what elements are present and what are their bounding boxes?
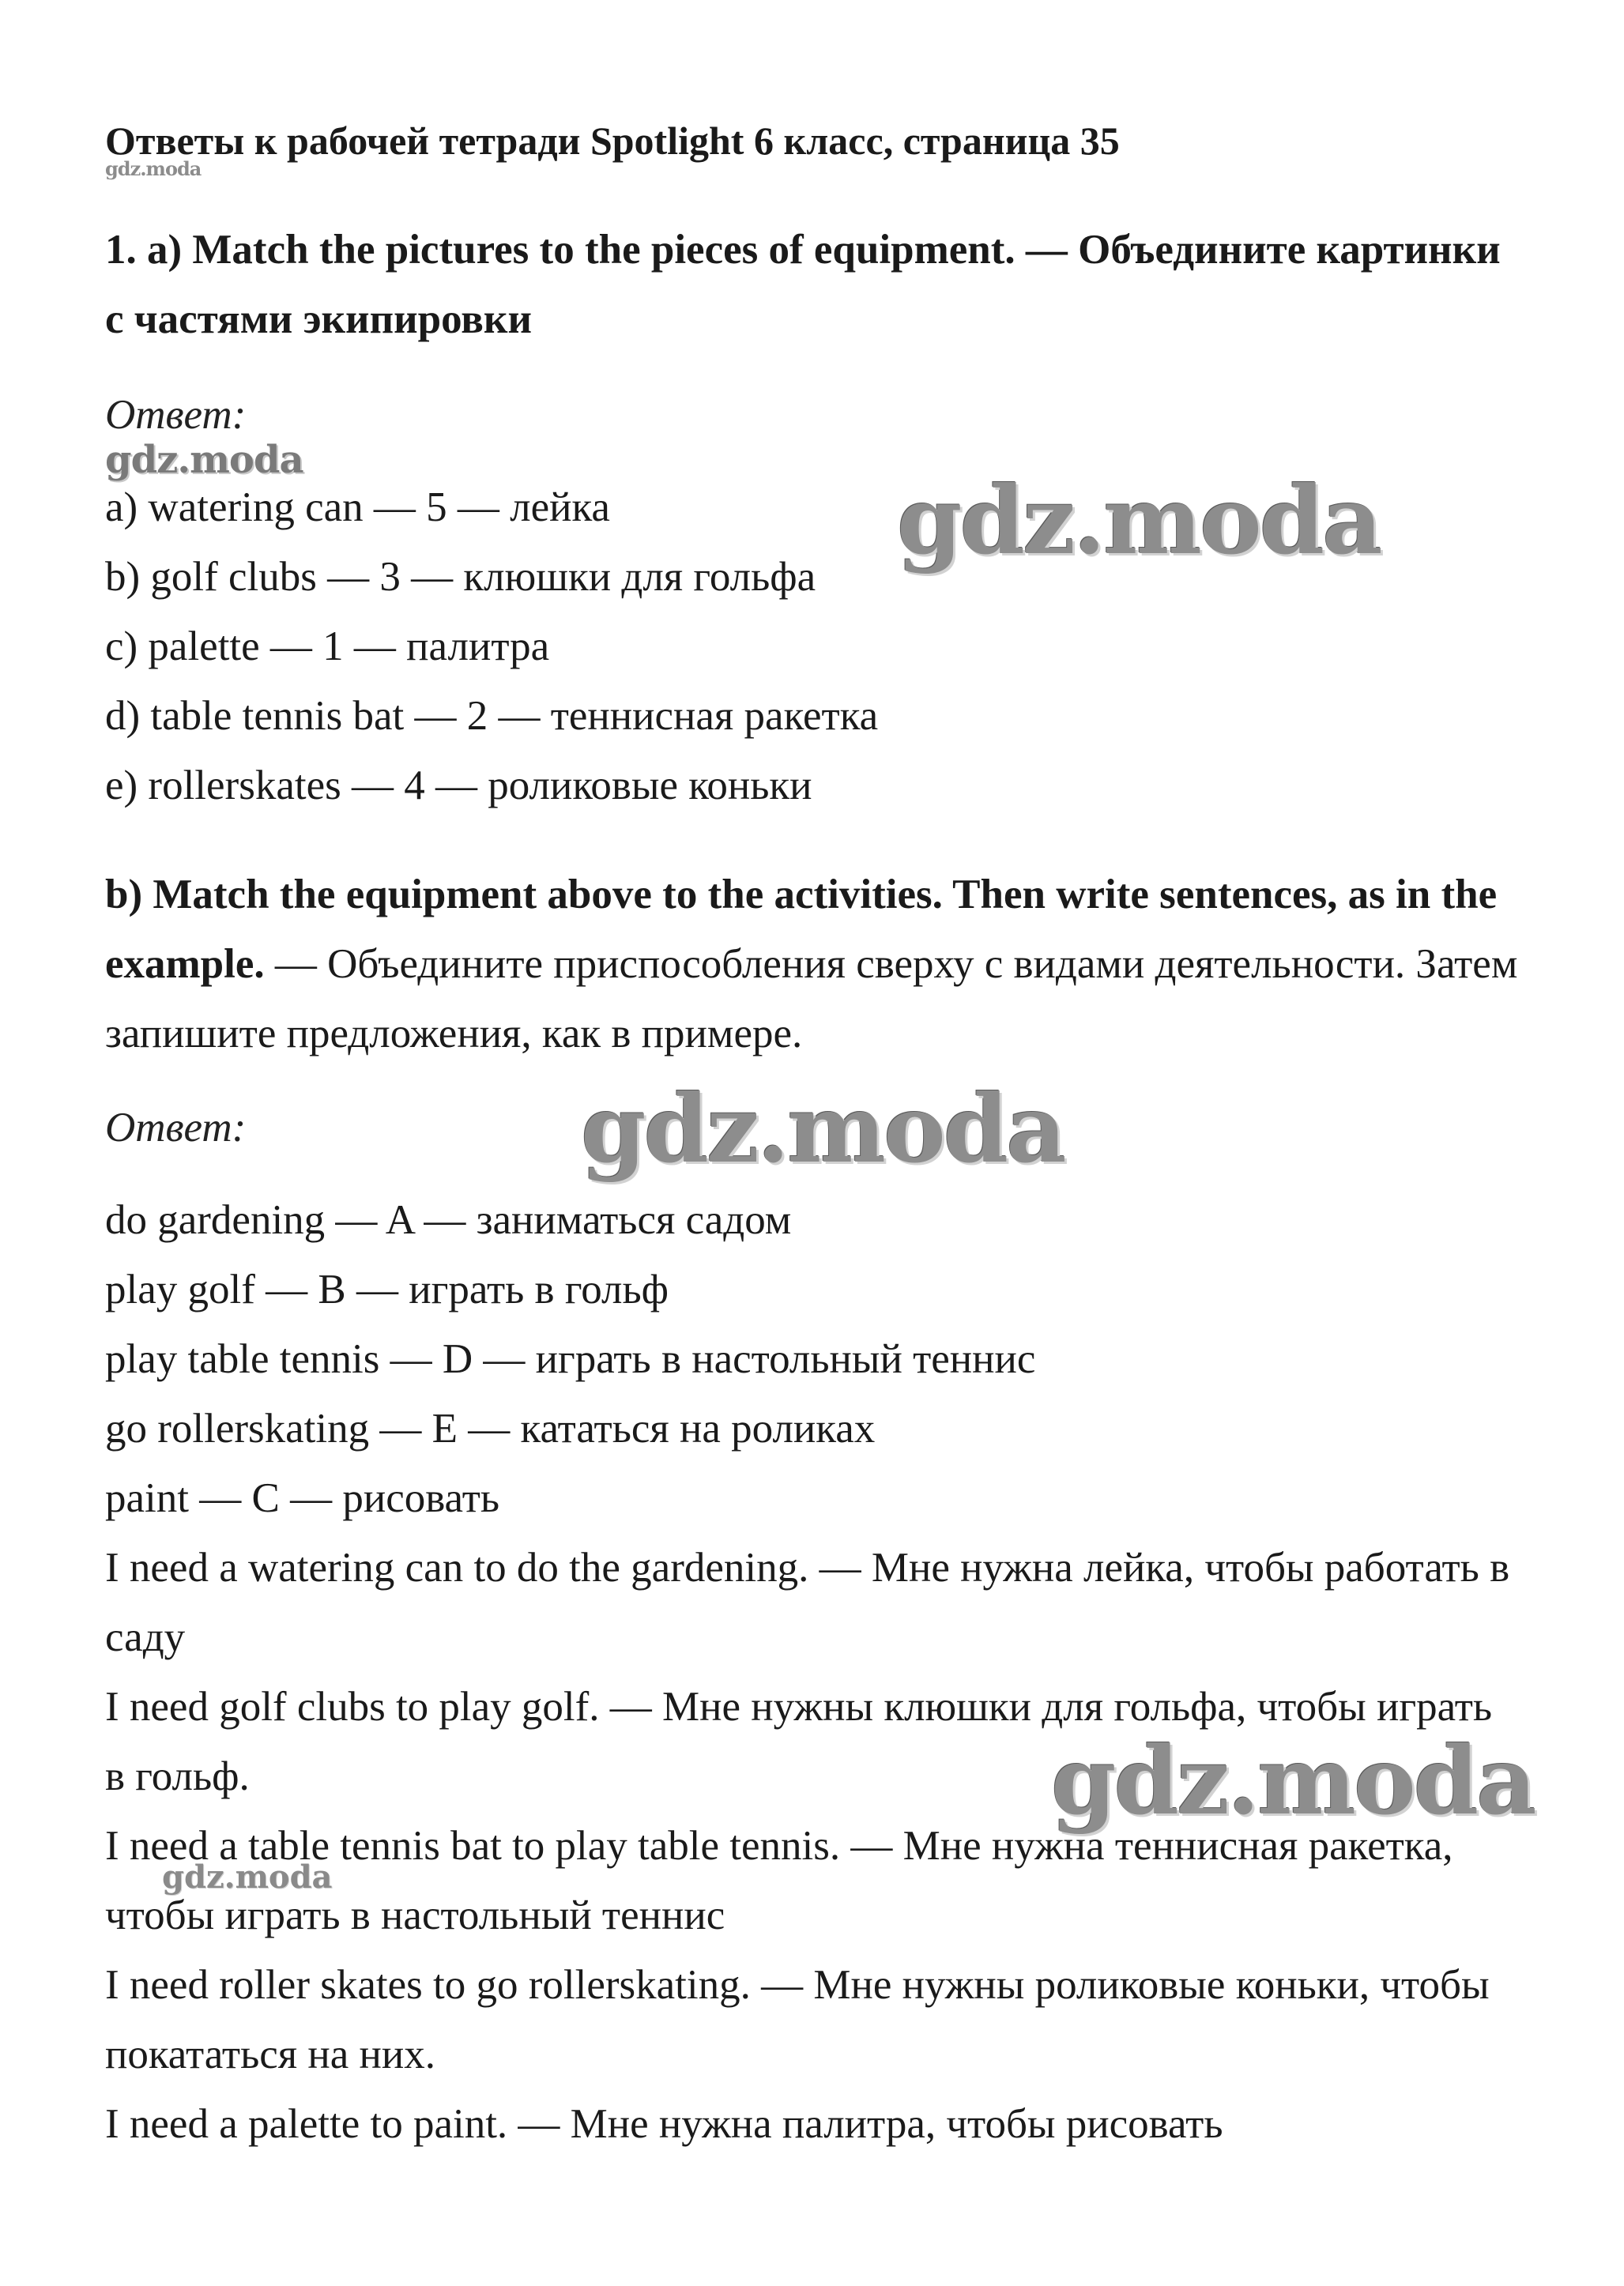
watermark-large: gdz.moda [581,1074,1064,1184]
task-1b-heading [105,860,1528,1068]
list-item: paint — C — рисовать [105,1475,500,1521]
list-item: e) rollerskates — 4 — роликовые коньки [105,763,812,808]
task-1b-heading-en: b) Match the equipment above to the activities. Then write sentences, as in the example. [105,872,1498,987]
task-1a [105,215,1528,354]
list-item: a) watering can — 5 — лейка [105,484,610,530]
answer-label: Ответ: [105,392,247,438]
page-title: Ответы к рабочей тетради Spotlight 6 класс, страница 35 [105,119,1120,163]
sentence: I need golf clubs to play golf. — Мне нужны клюшки для гольфа, чтобы играть в гольф. [105,1684,1493,1799]
sentence: I need roller skates to go rollerskating. — Мне нужны роликовые коньки, чтобы покататься на них. [105,1962,1490,2077]
page-header [105,117,1528,179]
sentence: I need a table tennis bat to play table tennis. — Мне нужна теннисная ракетка, чтобы играть в настольный теннис [105,1823,1453,1938]
task-1b-heading-ru: — Объедините приспособления сверху с видами деятельности. Затем запишите предложения, как в примере. [105,941,1518,1056]
list-item: b) golf clubs — 3 — клюшки для гольфа [105,554,816,600]
watermark-large: gdz.moda [897,465,1381,575]
sentence: I need a watering can to do the gardening. — Мне нужна лейка, чтобы работать в саду [105,1545,1510,1660]
list-item: play table tennis — D — играть в настольный теннис [105,1336,1036,1382]
list-item: c) palette — 1 — палитра [105,623,550,669]
task-1a-heading: 1. a) Match the pictures to the pieces of equipment. — Объедините картинки с частями экипировки [105,227,1501,342]
task-1b-matches [105,1185,1528,1533]
watermark-small: gdz.moda [105,157,202,180]
list-item: go rollerskating — E — кататься на роликах [105,1406,876,1452]
answer-label: Ответ: [105,1105,247,1151]
list-item: d) table tennis bat — 2 — теннисная ракетка [105,693,879,739]
list-item: play golf — B — играть в гольф [105,1267,669,1312]
list-item: do gardening — A — заниматься садом [105,1197,792,1243]
task-1b [105,860,1528,1068]
sentence: I need a palette to paint. — Мне нужна палитра, чтобы рисовать [105,2101,1223,2147]
watermark-small: gdz.moda [162,1859,333,1896]
task-1b-sentences [105,1533,1520,2159]
watermark-medium: gdz.moda [105,438,303,482]
watermark-large: gdz.moda [1051,1726,1535,1836]
